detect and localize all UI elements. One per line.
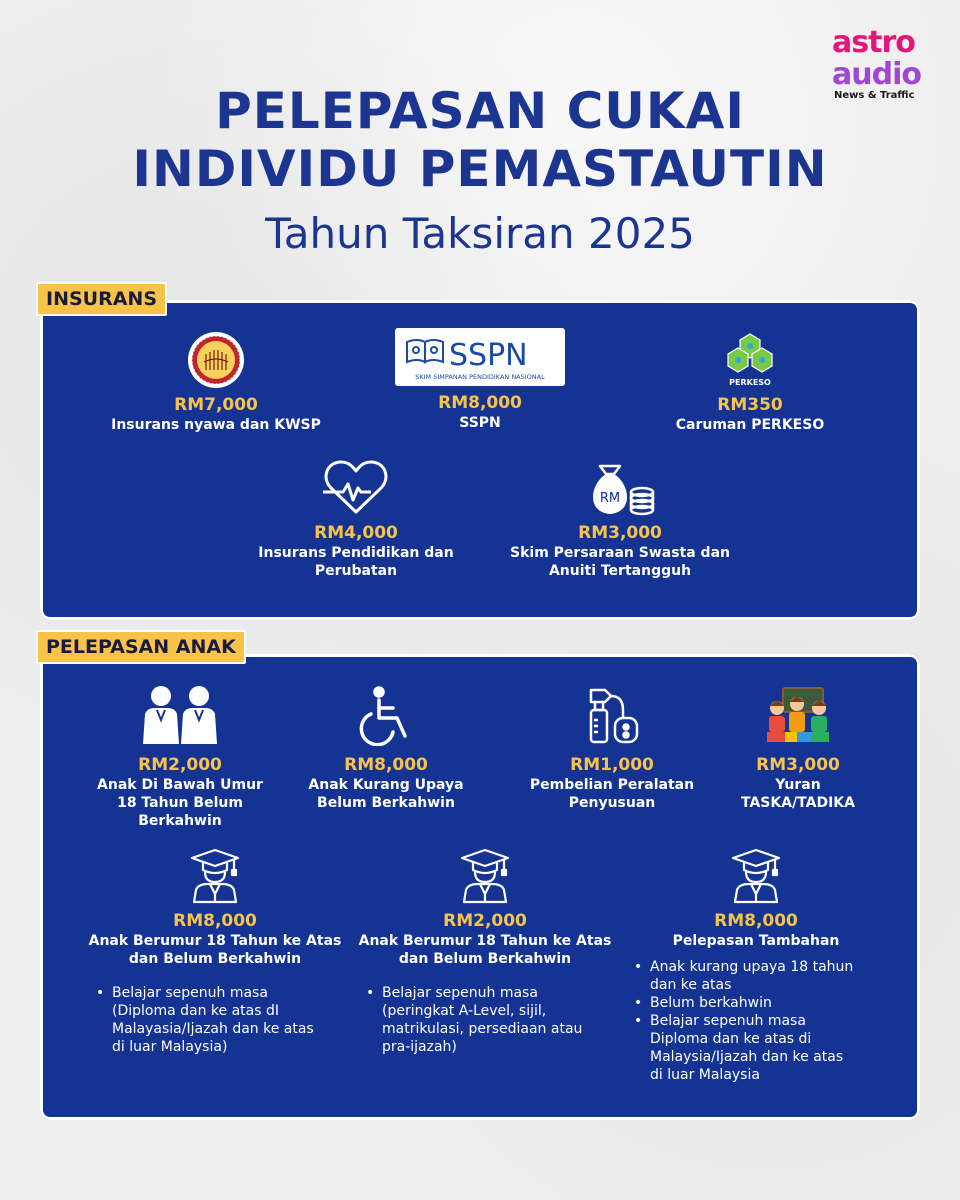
bullet-item: • Belum berkahwin [630, 994, 886, 1012]
amount: RM8,000 [173, 911, 257, 931]
money-bag-text: RM [599, 491, 621, 506]
amount: RM350 [717, 395, 783, 415]
section-tag-pelepasan-anak: PELEPASAN ANAK [36, 630, 246, 664]
insurans-item-pendidikan-perubatan [226, 458, 486, 580]
anak-item-kurang-upaya [266, 684, 506, 812]
brand-audio-text: audio [832, 57, 921, 92]
amount: RM3,000 [578, 523, 662, 543]
graduate-icon [188, 848, 242, 904]
wheelchair-icon [355, 684, 417, 746]
section-tag-insurans: INSURANS [36, 282, 167, 316]
label-line-2: Perubatan [314, 563, 398, 579]
insurans-item-perkeso [620, 330, 880, 434]
label-line-2: Anuiti Tertangguh [548, 563, 692, 579]
label-line-2: dan Belum Berkahwin [398, 951, 572, 967]
amount: RM1,000 [570, 755, 654, 775]
perkeso-logo-icon [720, 330, 780, 390]
bullet-item: • Belajar sepenuh masa Diploma dan ke atas di Malaysia/Ijazah dan ke atas di luar Malaysia [630, 1012, 886, 1084]
amount: RM4,000 [314, 523, 398, 543]
amount: RM8,000 [714, 911, 798, 931]
insurans-item-kwsp [86, 330, 346, 434]
bullet-list [630, 958, 886, 1084]
insurans-panel [40, 300, 920, 620]
sspn-logo-icon [395, 328, 565, 386]
kindergarten-icon [763, 684, 833, 746]
anak-item-18-ke-atas-diploma [80, 848, 350, 1056]
label-line-3: Berkahwin [138, 813, 222, 829]
amount: RM8,000 [344, 755, 428, 775]
amount: RM3,000 [756, 755, 840, 775]
label-line-1: Yuran [775, 777, 821, 793]
label-line-2: TASKA/TADIKA [741, 795, 855, 811]
amount: RM8,000 [438, 393, 522, 413]
kwsp-logo-icon [186, 330, 246, 390]
graduate-icon [729, 848, 783, 904]
pelepasan-anak-panel [40, 654, 920, 1120]
children-icon [139, 684, 221, 746]
anak-item-yuran-taska [688, 684, 908, 812]
anak-item-pelepasan-tambahan [626, 848, 886, 1084]
label-line-1: Insurans Pendidikan dan [258, 545, 454, 561]
bullet-item: • Belajar sepenuh masa (Diploma dan ke atas dI Malayasia/Ijazah dan ke atas di luar Malaysia) [92, 984, 350, 1056]
sspn-logo-text: SSPN [449, 338, 528, 373]
amount: RM2,000 [138, 755, 222, 775]
label-line-2: Penyusuan [568, 795, 656, 811]
amount: RM2,000 [443, 911, 527, 931]
label-line-2: 18 Tahun Belum [117, 795, 243, 811]
label-line-1: Pembelian Peralatan [529, 777, 695, 793]
anak-item-18-ke-atas-alevel [350, 848, 620, 1056]
title-line-2: INDIVIDU PEMASTAUTIN [132, 140, 828, 198]
title-subtitle: Tahun Taksiran 2025 [265, 209, 695, 258]
label-line-1: Anak Berumur 18 Tahun ke Atas [88, 933, 342, 949]
insurans-item-sspn [350, 328, 610, 432]
label-line-1: Pelepasan Tambahan [672, 933, 840, 949]
label-line-1: Anak Berumur 18 Tahun ke Atas [358, 933, 612, 949]
bullet-list [92, 984, 350, 1056]
label-line-1: Anak Kurang Upaya [308, 777, 464, 793]
graduate-icon [458, 848, 512, 904]
anak-item-bawah-umur [60, 684, 300, 830]
label: Insurans nyawa dan KWSP [111, 417, 321, 433]
title-line-1: PELEPASAN CUKAI [215, 82, 745, 140]
bullet-item: • Belajar sepenuh masa (peringkat A-Level, sijil, matrikulasi, persediaan atau pra-ijazah) [362, 984, 620, 1056]
label-line-2: Belum Berkahwin [317, 795, 455, 811]
sspn-logo-subtext: SKIM SIMPANAN PENDIDIKAN NASIONAL [415, 373, 545, 381]
breast-pump-icon [581, 684, 643, 746]
brand-astro-text: astro [832, 25, 915, 60]
heart-pulse-icon [321, 458, 391, 518]
bullet-item: • Anak kurang upaya 18 tahun dan ke atas [630, 958, 886, 994]
label-line-1: Skim Persaraan Swasta dan [510, 545, 730, 561]
label: Caruman PERKESO [675, 417, 825, 433]
amount: RM7,000 [174, 395, 258, 415]
insurans-item-persaraan [490, 458, 750, 580]
label: SSPN [459, 415, 501, 431]
perkeso-logo-text: PERKESO [729, 378, 771, 387]
bullet-list [362, 984, 620, 1056]
page-title [0, 82, 960, 266]
money-bag-icon [582, 458, 658, 518]
label-line-2: dan Belum Berkahwin [128, 951, 302, 967]
brand-tagline: News & Traffic [834, 90, 915, 101]
label-line-1: Anak Di Bawah Umur [97, 777, 263, 793]
